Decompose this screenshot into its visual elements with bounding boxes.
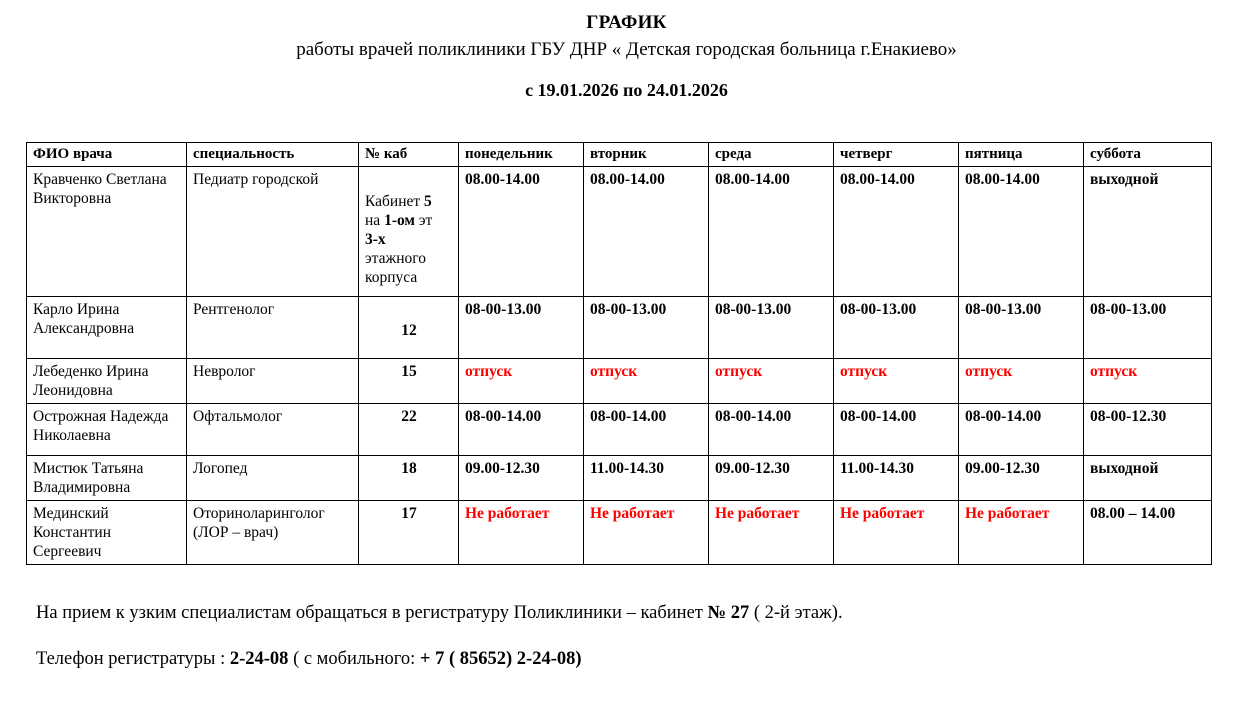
column-header-tuesday: вторник	[584, 143, 709, 167]
room-line4: этажного	[365, 250, 426, 267]
cell-saturday: 08-00-12.30	[1084, 404, 1212, 456]
cell-monday: 09.00-12.30	[459, 456, 584, 501]
cell-fio: Мистюк Татьяна Владимировна	[27, 456, 187, 501]
date-range: с 19.01.2026 по 24.01.2026	[525, 80, 728, 100]
cell-friday: 08-00-13.00	[959, 297, 1084, 359]
cell-wednesday: 08-00-13.00	[709, 297, 834, 359]
cell-specialty: Рентгенолог	[187, 297, 359, 359]
footer-room-number: № 27	[707, 603, 750, 623]
column-header-monday: понедельник	[459, 143, 584, 167]
cell-fio: Карло Ирина Александровна	[27, 297, 187, 359]
footer-note-phone	[36, 647, 1229, 671]
column-header-room: № каб	[359, 143, 459, 167]
table-header-row	[27, 143, 1212, 167]
cell-friday: Не работает	[959, 501, 1084, 565]
cell-specialty: Оториноларинголог (ЛОР – врач)	[187, 501, 359, 565]
cell-friday: 08.00-14.00	[959, 167, 1084, 297]
cell-specialty: Логопед	[187, 456, 359, 501]
cell-saturday: выходной	[1084, 456, 1212, 501]
footer-line1-c: ( 2-й этаж).	[749, 603, 843, 623]
room-line1-b: 5	[424, 193, 432, 210]
page-title: ГРАФИК	[586, 12, 667, 33]
table-row	[27, 456, 1212, 501]
cell-fio: Кравченко Светлана Викторовна	[27, 167, 187, 297]
cell-wednesday: отпуск	[709, 359, 834, 404]
cell-monday: 08-00-13.00	[459, 297, 584, 359]
column-header-fio: ФИО врача	[27, 143, 187, 167]
table-row	[27, 297, 1212, 359]
cell-specialty: Офтальмолог	[187, 404, 359, 456]
cell-saturday: 08-00-13.00	[1084, 297, 1212, 359]
room-line1-a: Кабинет	[365, 193, 425, 210]
cell-room	[359, 167, 459, 297]
room-line2-a: на	[365, 212, 385, 229]
cell-saturday: 08.00 – 14.00	[1084, 501, 1212, 565]
table-row	[27, 404, 1212, 456]
cell-room: 22	[359, 404, 459, 456]
table-row	[27, 167, 1212, 297]
cell-tuesday: 08-00-13.00	[584, 297, 709, 359]
cell-monday: отпуск	[459, 359, 584, 404]
cell-tuesday: Не работает	[584, 501, 709, 565]
cell-room: 15	[359, 359, 459, 404]
table-row	[27, 359, 1212, 404]
column-header-wednesday: среда	[709, 143, 834, 167]
cell-tuesday: 08.00-14.00	[584, 167, 709, 297]
cell-room: 17	[359, 501, 459, 565]
column-header-saturday: суббота	[1084, 143, 1212, 167]
cell-wednesday: 08-00-14.00	[709, 404, 834, 456]
column-header-thursday: четверг	[834, 143, 959, 167]
column-header-specialty: специальность	[187, 143, 359, 167]
cell-saturday: отпуск	[1084, 359, 1212, 404]
footer-note-reception	[36, 601, 1229, 625]
cell-wednesday: 08.00-14.00	[709, 167, 834, 297]
cell-tuesday: 11.00-14.30	[584, 456, 709, 501]
table-row	[27, 501, 1212, 565]
cell-wednesday: Не работает	[709, 501, 834, 565]
cell-fio: Мединский Константин Сергеевич	[27, 501, 187, 565]
column-header-friday: пятница	[959, 143, 1084, 167]
footer-line2-a: Телефон регистратуры :	[36, 649, 230, 669]
cell-monday: Не работает	[459, 501, 584, 565]
footer-phone-mobile: + 7 ( 85652) 2-24-08)	[419, 649, 582, 669]
cell-monday: 08-00-14.00	[459, 404, 584, 456]
cell-fio: Острожная Надежда Николаевна	[27, 404, 187, 456]
cell-wednesday: 09.00-12.30	[709, 456, 834, 501]
cell-thursday: 11.00-14.30	[834, 456, 959, 501]
room-line5: корпуса	[365, 269, 418, 286]
footer-line1-a: На прием к узким специалистам обращаться в регистратуру Поликлиники – кабинет	[36, 603, 708, 623]
footer-phone-short: 2-24-08	[229, 649, 289, 669]
schedule-table-wrapper	[24, 142, 1229, 565]
cell-specialty: Невролог	[187, 359, 359, 404]
cell-room: 18	[359, 456, 459, 501]
cell-thursday: 08.00-14.00	[834, 167, 959, 297]
cell-room: 12	[359, 297, 459, 359]
cell-thursday: Не работает	[834, 501, 959, 565]
cell-fio: Лебеденко Ирина Леонидовна	[27, 359, 187, 404]
cell-thursday: 08-00-14.00	[834, 404, 959, 456]
schedule-table	[26, 142, 1212, 565]
room-line2-b: 1-ом	[384, 212, 415, 229]
cell-friday: 09.00-12.30	[959, 456, 1084, 501]
room-line2-c: эт	[415, 212, 433, 229]
cell-friday: 08-00-14.00	[959, 404, 1084, 456]
document-footer	[24, 601, 1229, 671]
document-header	[24, 10, 1229, 102]
room-line3: 3-х	[365, 231, 386, 248]
cell-tuesday: 08-00-14.00	[584, 404, 709, 456]
cell-thursday: отпуск	[834, 359, 959, 404]
cell-friday: отпуск	[959, 359, 1084, 404]
cell-specialty: Педиатр городской	[187, 167, 359, 297]
cell-tuesday: отпуск	[584, 359, 709, 404]
cell-saturday: выходной	[1084, 167, 1212, 297]
cell-thursday: 08-00-13.00	[834, 297, 959, 359]
footer-line2-c: ( с мобильного:	[288, 649, 420, 669]
page-subtitle: работы врачей поликлиники ГБУ ДНР « Детская городская больница г.Енакиево»	[296, 39, 957, 60]
cell-monday: 08.00-14.00	[459, 167, 584, 297]
